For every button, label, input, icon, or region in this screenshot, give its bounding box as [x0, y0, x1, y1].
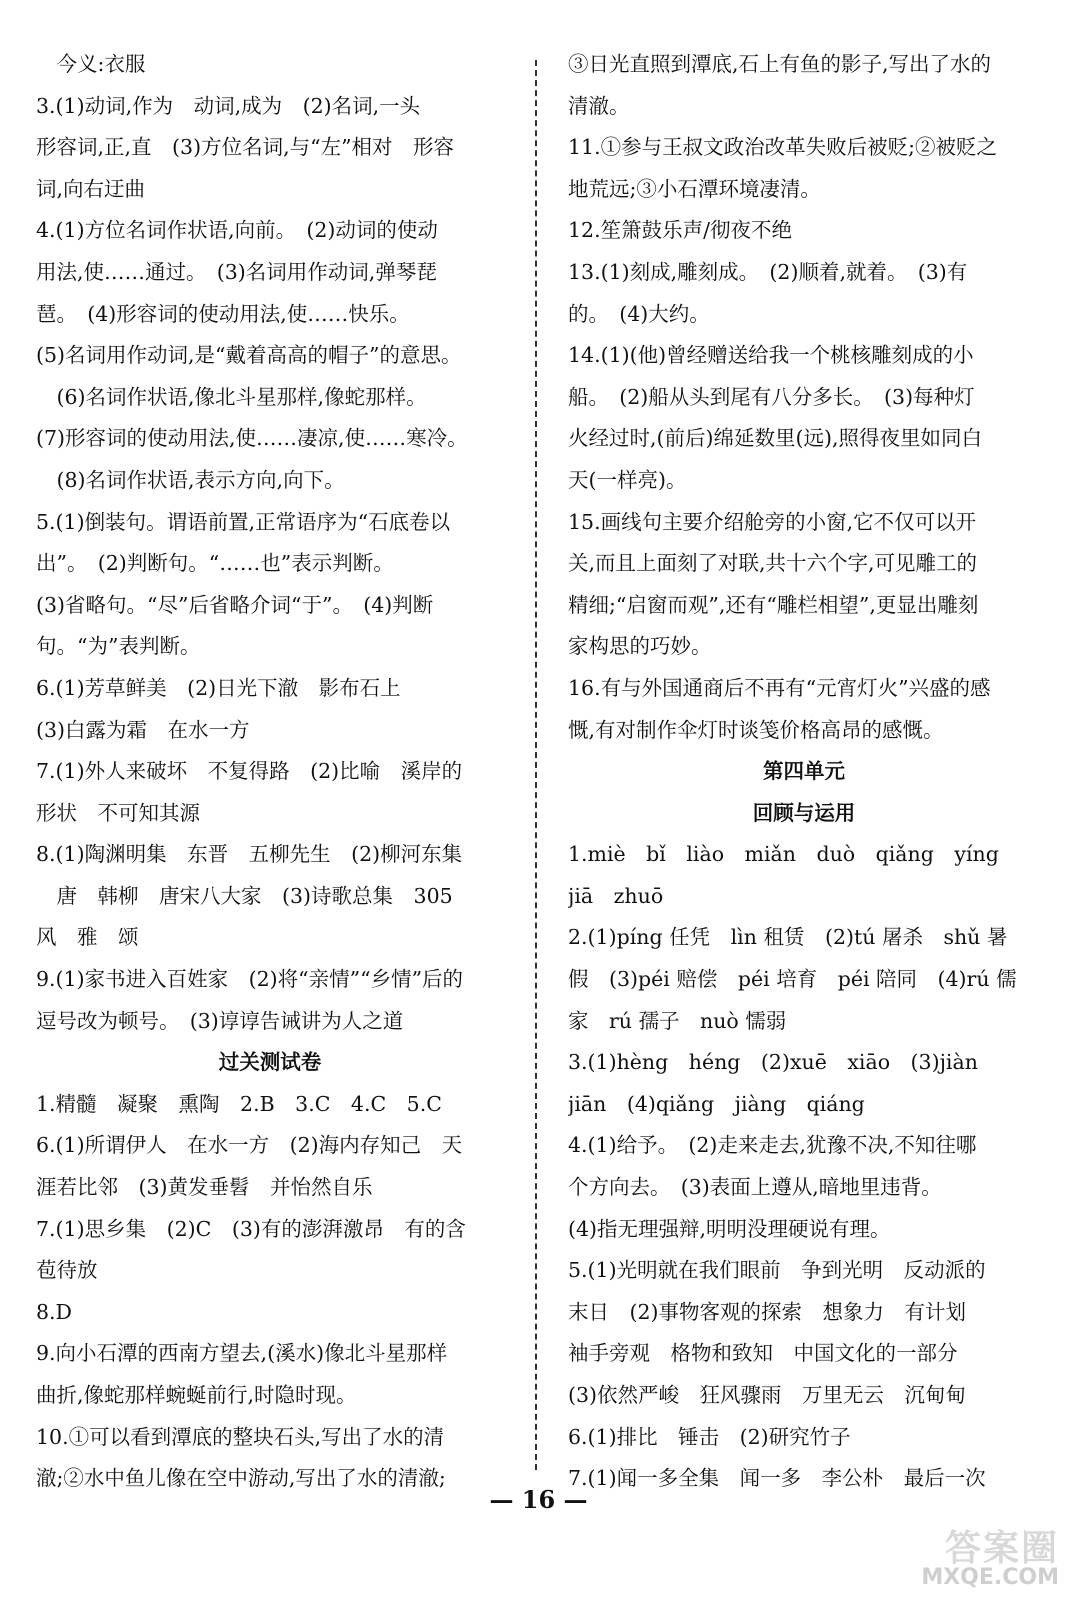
text-line: (7)形容词的使动用法,使……凄凉,使……寒冷。 [36, 426, 468, 451]
text-line: 6.(1)所谓伊人 在水一方 (2)海内存知己 天 [36, 1133, 463, 1158]
text-line: 曲折,像蛇那样蜿蜒前行,时隐时现。 [36, 1383, 357, 1407]
text-line: 天(一样亮)。 [568, 467, 687, 492]
text-line: 末日 (2)事物客观的探索 想象力 有计划 [568, 1299, 967, 1324]
text-line: 5.(1)倒装句。谓语前置,正常语序为“石底卷以 [36, 509, 451, 534]
watermark-url: MXQE.COM [921, 1565, 1059, 1590]
right-column [568, 44, 1040, 1500]
text-line: (4)指无理强辩,明明没理硬说有理。 [568, 1216, 891, 1241]
text-line: 风 雅 颂 [36, 925, 139, 950]
text-line: 12.笙箫鼓乐声/彻夜不绝 [568, 218, 793, 243]
text-line: 5.(1)光明就在我们眼前 争到光明 反动派的 [568, 1258, 986, 1283]
text-line: 10.①可以看到潭底的整块石头,写出了水的清 [36, 1424, 445, 1449]
text-line: 3.(1)动词,作为 动词,成为 (2)名词,一头 [36, 93, 421, 118]
text-line: 8.(1)陶渊明集 东晋 五柳先生 (2)柳河东集 [36, 842, 463, 867]
text-line: 6.(1)芳草鲜美 (2)日光下澈 影布石上 [36, 675, 401, 700]
text-line: 16.有与外国通商后不再有“元宵灯火”兴盛的感 [568, 675, 991, 700]
text-line: 11.①参与王叔文政治改革失败后被贬;②被贬之 [568, 135, 998, 160]
text-line: 7.(1)思乡集 (2)C (3)有的澎湃激昂 有的含 [36, 1216, 466, 1241]
text-line: 苞待放 [36, 1258, 98, 1283]
text-line: 唐 韩柳 唐宋八大家 (3)诗歌总集 305 [36, 883, 453, 908]
text-line: 6.(1)排比 锤击 (2)研究竹子 [568, 1424, 851, 1449]
text-line: 琶。 (4)形容词的使动用法,使……快乐。 [36, 301, 410, 326]
text-line: jiān (4)qiǎng jiàng qiáng [568, 1091, 865, 1116]
text-line: (8)名词作状语,表示方向,向下。 [36, 467, 345, 492]
text-line: 形状 不可知其源 [36, 800, 200, 825]
text-line: (5)名词用作动词,是“戴着高高的帽子”的意思。 [36, 343, 462, 368]
text-line: 2.(1)píng 任凭 lìn 租赁 (2)tú 屠杀 shǔ 暑 [568, 925, 1008, 950]
watermark-title: 答案圈 [944, 1527, 1059, 1569]
section-heading: 回顾与运用 [752, 800, 856, 825]
text-line: 地荒远;③小石潭环境凄清。 [568, 176, 821, 201]
column-divider [535, 60, 537, 1470]
text-line: 3.(1)hèng héng (2)xuē xiāo (3)jiàn [568, 1050, 978, 1075]
text-line: 火经过时,(前后)绵延数里(远),照得夜里如同白 [568, 426, 983, 451]
text-line: 出”。 (2)判断句。“……也”表示判断。 [36, 551, 394, 576]
text-line: 1.精髓 凝聚 熏陶 2.B 3.C 4.C 5.C [36, 1091, 442, 1116]
text-line: 8.D [36, 1299, 72, 1324]
text-line: ③日光直照到潭底,石上有鱼的影子,写出了水的 [568, 52, 992, 76]
text-line: 形容词,正,直 (3)方位名词,与“左”相对 形容 [36, 135, 455, 160]
text-line: 逗号改为顿号。 (3)谆谆告诫讲为人之道 [36, 1008, 404, 1033]
text-line: (3)依然严峻 狂风骤雨 万里无云 沉甸甸 [568, 1383, 967, 1407]
text-line: (3)白露为霜 在水一方 [36, 717, 250, 742]
text-line: 4.(1)方位名词作状语,向前。 (2)动词的使动 [36, 218, 438, 243]
text-line: 慨,有对制作伞灯时谈笺价格高昂的感慨。 [568, 717, 944, 742]
text-line: 用法,使……通过。 (3)名词用作动词,弹琴琵 [36, 259, 437, 284]
text-line: 假 (3)péi 赔偿 péi 培育 péi 陪同 (4)rú 儒 [568, 967, 1017, 992]
text-line: 船。 (2)船从头到尾有八分多长。 (3)每种灯 [568, 384, 975, 409]
text-line: 袖手旁观 格物和致知 中国文化的一部分 [568, 1341, 958, 1366]
text-line: 关,而且上面刻了对联,共十六个字,可见雕工的 [568, 551, 978, 576]
text-line: 家 rú 孺子 nuò 懦弱 [568, 1008, 787, 1033]
text-line: 7.(1)闻一多全集 闻一多 李公朴 最后一次 [568, 1466, 986, 1491]
text-line: 个方向去。 (3)表面上遵从,暗地里违背。 [568, 1175, 942, 1200]
text-line: 14.(1)(他)曾经赠送给我一个桃核雕刻成的小 [568, 343, 974, 368]
left-column [36, 44, 504, 1500]
text-line: 精细;“启窗而观”,还有“雕栏相望”,更显出雕刻 [568, 592, 979, 617]
text-line: 15.画线句主要介绍舱旁的小窗,它不仅可以开 [568, 509, 977, 534]
text-line: (6)名词作状语,像北斗星那样,像蛇那样。 [36, 384, 427, 409]
text-line: 9.(1)家书进入百姓家 (2)将“亲情”“乡情”后的 [36, 967, 464, 992]
text-line: 清澈。 [568, 93, 630, 118]
text-line: 1.miè bǐ liào miǎn duò qiǎng yíng [568, 842, 999, 867]
section-heading: 过关测试卷 [218, 1050, 322, 1075]
text-line: 13.(1)刻成,雕刻成。 (2)顺着,就着。 (3)有 [568, 259, 968, 284]
text-line: 4.(1)给予。 (2)走来走去,犹豫不决,不知往哪 [568, 1133, 977, 1158]
watermark-logo [879, 1528, 1059, 1592]
page-number: — 16 — [489, 1485, 588, 1514]
section-heading: 第四单元 [763, 759, 845, 784]
text-line: 7.(1)外人来破坏 不复得路 (2)比喻 溪岸的 [36, 759, 463, 784]
text-line: 的。 (4)大约。 [568, 301, 710, 326]
text-line: 9.向小石潭的西南方望去,(溪水)像北斗星那样 [36, 1341, 448, 1366]
text-line: jiā zhuō [568, 883, 664, 908]
text-line: 家构思的巧妙。 [568, 634, 712, 659]
text-line: 词,向右迂曲 [36, 176, 146, 201]
text-line: (3)省略句。“尽”后省略介词“于”。 (4)判断 [36, 592, 434, 617]
text-line: 句。“为”表判断。 [36, 634, 201, 659]
text-line: 今义:衣服 [36, 52, 146, 76]
text-line: 澈;②水中鱼儿像在空中游动,写出了水的清澈; [36, 1466, 446, 1491]
text-line: 涯若比邻 (3)黄发垂髫 并怡然自乐 [36, 1175, 373, 1200]
